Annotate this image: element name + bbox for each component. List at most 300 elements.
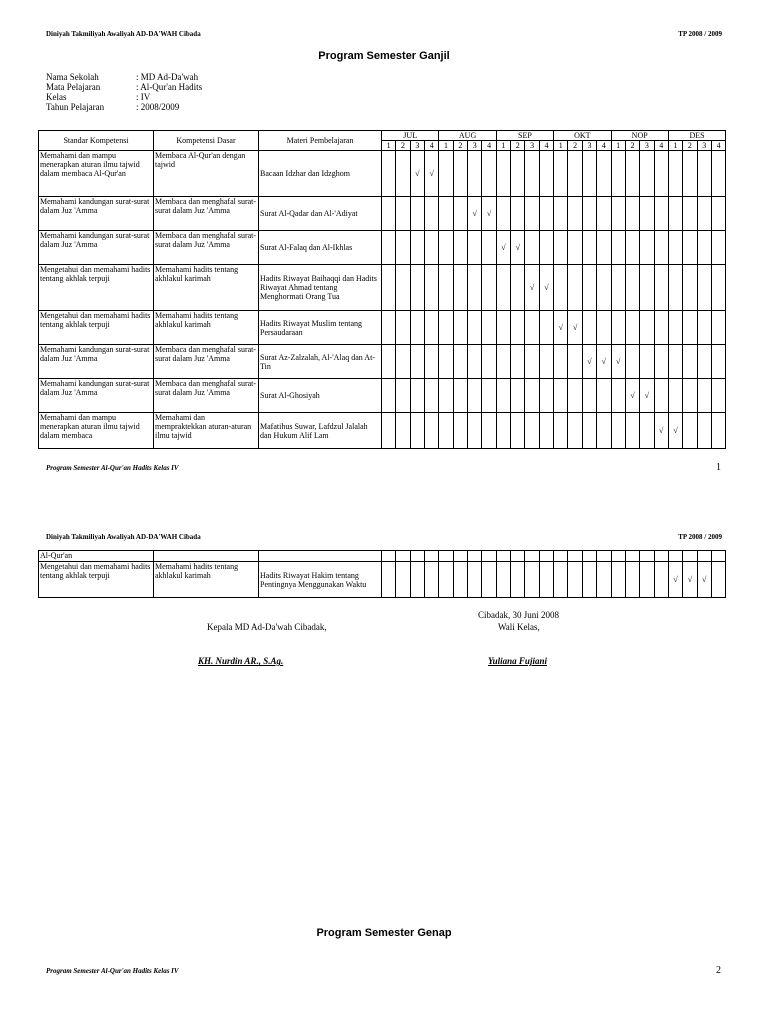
- week-cell: [597, 311, 611, 345]
- week-cell: [611, 551, 625, 562]
- school-header: Diniyah Takmiliyah Awaliyah AD-DA'WAH Cibada: [46, 533, 201, 541]
- principal-name: KH. Nurdin AR., S.Ag.: [198, 656, 284, 666]
- info-value: : Al-Qur'an Hadits: [136, 82, 203, 92]
- week-number: 2: [568, 141, 582, 151]
- week-cell: [654, 197, 668, 231]
- week-cell: [382, 197, 396, 231]
- week-cell: [668, 265, 682, 311]
- week-cell: [611, 197, 625, 231]
- week-cell: [425, 345, 439, 379]
- next-section-title: Program Semester Genap: [316, 927, 452, 939]
- week-check-mark: √: [568, 311, 582, 345]
- week-cell: [568, 197, 582, 231]
- week-number: 4: [425, 141, 439, 151]
- week-cell: [439, 197, 453, 231]
- week-check-mark: √: [525, 265, 539, 311]
- week-cell: [453, 311, 467, 345]
- week-cell: [539, 562, 553, 598]
- materi-cell: [259, 551, 382, 562]
- week-cell: [597, 151, 611, 197]
- materi-cell: Surat Al-Qadar dan Al-'Adiyat: [259, 197, 382, 231]
- week-cell: [425, 413, 439, 449]
- week-cell: [525, 345, 539, 379]
- week-cell: [382, 265, 396, 311]
- week-cell: [453, 345, 467, 379]
- week-cell: [439, 345, 453, 379]
- teacher-name: Yuliana Fujiani: [488, 656, 547, 666]
- week-cell: [582, 413, 596, 449]
- week-cell: [582, 265, 596, 311]
- week-cell: [396, 151, 410, 197]
- week-cell: [611, 413, 625, 449]
- week-cell: [453, 413, 467, 449]
- week-cell: [597, 265, 611, 311]
- week-cell: [640, 197, 654, 231]
- week-cell: [654, 551, 668, 562]
- kompetensi-dasar-cell: Membaca Al-Qur'an dengan tajwid: [154, 151, 259, 197]
- school-info: [46, 72, 202, 112]
- week-check-mark: √: [625, 379, 639, 413]
- week-cell: [697, 311, 711, 345]
- week-cell: [568, 151, 582, 197]
- week-cell: [711, 151, 725, 197]
- week-cell: [640, 311, 654, 345]
- week-cell: [539, 551, 553, 562]
- info-value: : MD Ad-Da'wah: [136, 72, 199, 82]
- week-number: 1: [611, 141, 625, 151]
- week-cell: [482, 551, 496, 562]
- week-number: 3: [468, 141, 482, 151]
- week-cell: [640, 551, 654, 562]
- week-cell: [396, 265, 410, 311]
- info-value: : 2008/2009: [136, 102, 180, 112]
- week-number: 4: [597, 141, 611, 151]
- week-cell: [697, 345, 711, 379]
- week-cell: [525, 311, 539, 345]
- week-cell: [582, 562, 596, 598]
- week-cell: [697, 265, 711, 311]
- week-cell: [683, 379, 697, 413]
- week-cell: [683, 413, 697, 449]
- week-check-mark: √: [697, 562, 711, 598]
- week-cell: [525, 231, 539, 265]
- standar-kompetensi-cell: Memahami dan mampu menerapkan aturan ilmu tajwid dalam membaca: [39, 413, 154, 449]
- week-cell: [697, 151, 711, 197]
- week-cell: [382, 562, 396, 598]
- week-check-mark: √: [668, 562, 682, 598]
- week-cell: [525, 551, 539, 562]
- week-cell: [453, 379, 467, 413]
- week-cell: [554, 265, 568, 311]
- header-materi: Materi Pembelajaran: [259, 131, 382, 151]
- week-cell: [468, 345, 482, 379]
- week-cell: [482, 151, 496, 197]
- week-cell: [539, 413, 553, 449]
- week-cell: [539, 345, 553, 379]
- week-number: 2: [511, 141, 525, 151]
- table-row: [39, 151, 726, 197]
- week-cell: [511, 551, 525, 562]
- week-cell: [654, 265, 668, 311]
- year-header: TP 2008 / 2009: [678, 30, 722, 38]
- week-check-mark: √: [410, 151, 424, 197]
- standar-kompetensi-cell: Al-Qur'an: [39, 551, 154, 562]
- week-cell: [683, 197, 697, 231]
- week-cell: [539, 231, 553, 265]
- week-cell: [611, 151, 625, 197]
- week-cell: [597, 231, 611, 265]
- page-footer: Program Semester Al-Qur'an Hadits Kelas IV: [46, 967, 179, 975]
- week-cell: [482, 311, 496, 345]
- week-cell: [496, 413, 510, 449]
- kompetensi-dasar-cell: Memahami hadits tentang akhlakul karimah: [154, 562, 259, 598]
- info-value: : IV: [136, 92, 151, 102]
- week-cell: [482, 379, 496, 413]
- week-cell: [482, 413, 496, 449]
- week-cell: [468, 413, 482, 449]
- week-cell: [554, 197, 568, 231]
- standar-kompetensi-cell: Memahami kandungan surat-surat dalam Juz 'Amma: [39, 379, 154, 413]
- standar-kompetensi-cell: Mengetahui dan memahami hadits tentang akhlak terpuji: [39, 562, 154, 598]
- week-number: 1: [439, 141, 453, 151]
- materi-cell: Hadits Riwayat Muslim tentang Persaudaraan: [259, 311, 382, 345]
- week-cell: [554, 345, 568, 379]
- week-cell: [568, 265, 582, 311]
- week-cell: [582, 197, 596, 231]
- table-row-continued: [39, 551, 726, 562]
- week-cell: [511, 265, 525, 311]
- year-header: TP 2008 / 2009: [678, 533, 722, 541]
- week-check-mark: √: [539, 265, 553, 311]
- week-cell: [453, 151, 467, 197]
- semester-program-table: [38, 130, 726, 449]
- week-cell: [697, 379, 711, 413]
- week-cell: [597, 551, 611, 562]
- week-cell: [640, 151, 654, 197]
- week-cell: [611, 231, 625, 265]
- month-header: SEP: [496, 131, 553, 141]
- week-number: 3: [582, 141, 596, 151]
- week-cell: [697, 231, 711, 265]
- week-cell: [382, 345, 396, 379]
- teacher-role: Wali Kelas,: [498, 622, 540, 632]
- week-cell: [468, 562, 482, 598]
- week-cell: [396, 197, 410, 231]
- week-number: 3: [640, 141, 654, 151]
- week-cell: [568, 413, 582, 449]
- week-cell: [482, 265, 496, 311]
- week-check-mark: √: [654, 413, 668, 449]
- table-row: [39, 311, 726, 345]
- week-cell: [582, 231, 596, 265]
- week-cell: [668, 551, 682, 562]
- week-number: 2: [396, 141, 410, 151]
- week-cell: [539, 151, 553, 197]
- standar-kompetensi-cell: Memahami kandungan surat-surat dalam Juz 'Amma: [39, 345, 154, 379]
- week-number: 1: [382, 141, 396, 151]
- week-cell: [410, 345, 424, 379]
- week-cell: [468, 379, 482, 413]
- week-cell: [396, 413, 410, 449]
- week-cell: [396, 311, 410, 345]
- week-cell: [625, 562, 639, 598]
- kompetensi-dasar-cell: Membaca dan menghafal surat-surat dalam Juz 'Amma: [154, 345, 259, 379]
- week-cell: [625, 151, 639, 197]
- month-header: NOP: [611, 131, 668, 141]
- week-number: 2: [453, 141, 467, 151]
- place-date: Cibadak, 30 Juni 2008: [478, 610, 559, 620]
- week-number: 3: [525, 141, 539, 151]
- school-header: Diniyah Takmiliyah Awaliyah AD-DA'WAH Cibada: [46, 30, 201, 38]
- week-cell: [640, 265, 654, 311]
- week-cell: [453, 265, 467, 311]
- info-row: [46, 82, 202, 92]
- week-cell: [539, 197, 553, 231]
- week-cell: [496, 551, 510, 562]
- info-row: [46, 92, 202, 102]
- week-cell: [511, 197, 525, 231]
- week-cell: [654, 345, 668, 379]
- week-cell: [697, 413, 711, 449]
- week-number: 4: [482, 141, 496, 151]
- week-cell: [482, 562, 496, 598]
- materi-cell: Hadits Riwayat Hakim tentang Pentingnya Menggunakan Waktu: [259, 562, 382, 598]
- week-cell: [410, 231, 424, 265]
- week-cell: [625, 551, 639, 562]
- week-cell: [382, 551, 396, 562]
- week-cell: [711, 311, 725, 345]
- week-cell: [711, 265, 725, 311]
- week-cell: [554, 151, 568, 197]
- week-cell: [611, 311, 625, 345]
- page-number: 2: [716, 965, 721, 976]
- week-number: 1: [554, 141, 568, 151]
- week-number: 1: [496, 141, 510, 151]
- week-cell: [554, 413, 568, 449]
- page-number: 1: [716, 462, 721, 473]
- week-cell: [410, 379, 424, 413]
- week-cell: [640, 562, 654, 598]
- week-number: 4: [711, 141, 725, 151]
- week-cell: [640, 413, 654, 449]
- principal-role: Kepala MD Ad-Da'wah Cibadak,: [207, 622, 327, 632]
- week-cell: [625, 231, 639, 265]
- week-cell: [711, 551, 725, 562]
- week-cell: [410, 197, 424, 231]
- week-cell: [525, 197, 539, 231]
- week-cell: [511, 345, 525, 379]
- info-label: Nama Sekolah: [46, 72, 99, 82]
- week-cell: [568, 345, 582, 379]
- week-cell: [453, 562, 467, 598]
- week-cell: [525, 413, 539, 449]
- week-cell: [711, 379, 725, 413]
- week-cell: [654, 151, 668, 197]
- kompetensi-dasar-cell: [154, 551, 259, 562]
- kompetensi-dasar-cell: Memahami hadits tentang akhlakul karimah: [154, 311, 259, 345]
- week-cell: [697, 197, 711, 231]
- week-cell: [611, 265, 625, 311]
- week-number: 2: [683, 141, 697, 151]
- week-cell: [382, 379, 396, 413]
- standar-kompetensi-cell: Memahami kandungan surat-surat dalam Juz 'Amma: [39, 197, 154, 231]
- kompetensi-dasar-cell: Membaca dan menghafal surat-surat dalam Juz 'Amma: [154, 197, 259, 231]
- materi-cell: Mafatihus Suwar, Lafdzul Jalalah dan Hukum Alif Lam: [259, 413, 382, 449]
- week-cell: [468, 551, 482, 562]
- week-cell: [496, 311, 510, 345]
- week-cell: [568, 231, 582, 265]
- week-cell: [668, 151, 682, 197]
- table-row: [39, 345, 726, 379]
- week-cell: [382, 151, 396, 197]
- week-cell: [539, 379, 553, 413]
- week-cell: [625, 197, 639, 231]
- week-cell: [711, 413, 725, 449]
- week-cell: [496, 562, 510, 598]
- week-cell: [697, 551, 711, 562]
- week-cell: [496, 345, 510, 379]
- week-cell: [382, 413, 396, 449]
- week-cell: [511, 413, 525, 449]
- week-cell: [683, 231, 697, 265]
- week-check-mark: √: [554, 311, 568, 345]
- week-cell: [396, 345, 410, 379]
- week-cell: [439, 151, 453, 197]
- week-check-mark: √: [482, 197, 496, 231]
- week-cell: [439, 413, 453, 449]
- page-footer: Program Semester Al-Qur'an Hadits Kelas IV: [46, 464, 179, 472]
- week-check-mark: √: [668, 413, 682, 449]
- table-row: [39, 231, 726, 265]
- week-cell: [611, 379, 625, 413]
- week-cell: [711, 197, 725, 231]
- week-cell: [554, 562, 568, 598]
- header-kompetensi-dasar: Kompetensi Dasar: [154, 131, 259, 151]
- week-cell: [496, 197, 510, 231]
- week-cell: [439, 551, 453, 562]
- week-cell: [496, 151, 510, 197]
- week-cell: [439, 379, 453, 413]
- week-cell: [654, 562, 668, 598]
- standar-kompetensi-cell: Memahami kandungan surat-surat dalam Juz 'Amma: [39, 231, 154, 265]
- week-cell: [410, 265, 424, 311]
- info-row: [46, 72, 202, 82]
- week-cell: [382, 231, 396, 265]
- week-cell: [597, 379, 611, 413]
- materi-cell: Surat Al-Falaq dan Al-Ikhlas: [259, 231, 382, 265]
- month-header: AUG: [439, 131, 496, 141]
- week-cell: [525, 379, 539, 413]
- week-number: 2: [625, 141, 639, 151]
- week-cell: [439, 562, 453, 598]
- week-cell: [640, 345, 654, 379]
- week-cell: [582, 311, 596, 345]
- week-cell: [711, 562, 725, 598]
- week-cell: [597, 562, 611, 598]
- week-cell: [654, 379, 668, 413]
- week-cell: [597, 197, 611, 231]
- week-cell: [425, 551, 439, 562]
- week-check-mark: √: [496, 231, 510, 265]
- standar-kompetensi-cell: Mengetahui dan memahami hadits tentang akhlak terpuji: [39, 311, 154, 345]
- week-cell: [597, 413, 611, 449]
- week-cell: [668, 345, 682, 379]
- info-label: Kelas: [46, 92, 67, 102]
- week-cell: [683, 551, 697, 562]
- week-cell: [396, 231, 410, 265]
- week-cell: [453, 231, 467, 265]
- table-row: [39, 562, 726, 598]
- week-cell: [668, 311, 682, 345]
- month-header: OKT: [554, 131, 611, 141]
- info-label: Tahun Pelajaran: [46, 102, 105, 112]
- kompetensi-dasar-cell: Membaca dan menghafal surat-surat dalam Juz 'Amma: [154, 379, 259, 413]
- week-number: 4: [654, 141, 668, 151]
- info-row: [46, 102, 202, 112]
- week-cell: [654, 311, 668, 345]
- week-cell: [468, 151, 482, 197]
- week-cell: [668, 379, 682, 413]
- standar-kompetensi-cell: Mengetahui dan memahami hadits tentang akhlak terpuji: [39, 265, 154, 311]
- week-cell: [496, 265, 510, 311]
- week-cell: [453, 197, 467, 231]
- materi-cell: Surat Al-Ghosiyah: [259, 379, 382, 413]
- week-cell: [668, 231, 682, 265]
- week-cell: [511, 311, 525, 345]
- week-cell: [511, 151, 525, 197]
- materi-cell: Hadits Riwayat Baihaqqi dan Hadits Riwayat Ahmad tentang Menghormati Orang Tua: [259, 265, 382, 311]
- standar-kompetensi-cell: Memahami dan mampu menerapkan aturan ilmu tajwid dalam membaca Al-Qur'an: [39, 151, 154, 197]
- week-cell: [410, 413, 424, 449]
- table-row: [39, 413, 726, 449]
- week-cell: [554, 231, 568, 265]
- month-header: DES: [668, 131, 725, 141]
- week-cell: [439, 265, 453, 311]
- week-cell: [453, 551, 467, 562]
- week-cell: [554, 379, 568, 413]
- week-number: 4: [539, 141, 553, 151]
- kompetensi-dasar-cell: Membaca dan menghafal surat-surat dalam Juz 'Amma: [154, 231, 259, 265]
- week-cell: [654, 231, 668, 265]
- week-cell: [468, 265, 482, 311]
- week-cell: [582, 379, 596, 413]
- week-cell: [439, 311, 453, 345]
- week-cell: [511, 379, 525, 413]
- week-cell: [425, 562, 439, 598]
- week-cell: [525, 151, 539, 197]
- materi-cell: Surat Az-Zalzalah, Al-'Alaq dan At-Tin: [259, 345, 382, 379]
- week-cell: [482, 231, 496, 265]
- week-cell: [611, 562, 625, 598]
- week-cell: [396, 562, 410, 598]
- semester-program-table-continued: [38, 550, 726, 598]
- week-cell: [683, 345, 697, 379]
- week-cell: [425, 231, 439, 265]
- table-row: [39, 379, 726, 413]
- week-cell: [496, 379, 510, 413]
- week-cell: [668, 197, 682, 231]
- week-cell: [683, 151, 697, 197]
- week-check-mark: √: [425, 151, 439, 197]
- week-cell: [410, 562, 424, 598]
- week-cell: [625, 311, 639, 345]
- kompetensi-dasar-cell: Memahami dan mempraktekkan aturan-aturan ilmu tajwid: [154, 413, 259, 449]
- week-cell: [396, 551, 410, 562]
- week-cell: [683, 311, 697, 345]
- week-cell: [568, 562, 582, 598]
- week-cell: [511, 562, 525, 598]
- week-cell: [568, 379, 582, 413]
